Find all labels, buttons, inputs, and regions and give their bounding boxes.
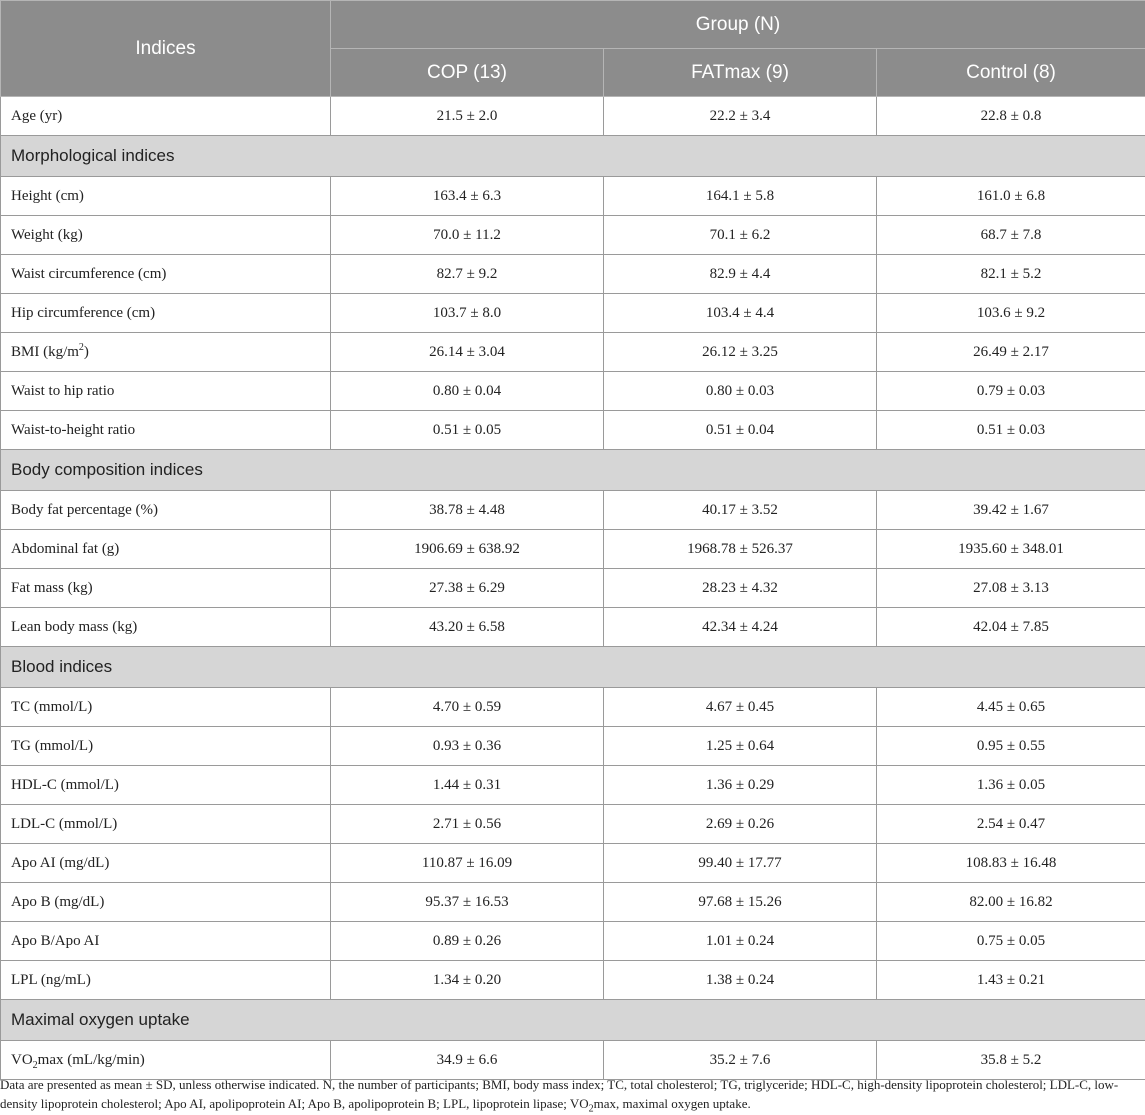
row-label: Waist circumference (cm) (1, 255, 331, 294)
cell-control: 0.51 ± 0.03 (877, 411, 1145, 450)
cell-cop: 0.80 ± 0.04 (331, 372, 604, 411)
row-label (1, 333, 331, 372)
superscript: 2 (78, 341, 84, 353)
cell-cop: 0.93 ± 0.36 (331, 727, 604, 766)
cell-cop: 1.34 ± 0.20 (331, 961, 604, 1000)
cell-cop: 43.20 ± 6.58 (331, 608, 604, 647)
row-label (1, 1041, 331, 1080)
cell-fatmax: 28.23 ± 4.32 (604, 569, 877, 608)
cell-control: 27.08 ± 3.13 (877, 569, 1145, 608)
section-header (1, 1000, 1145, 1041)
cell-cop: 0.51 ± 0.05 (331, 411, 604, 450)
cell-fatmax: 26.12 ± 3.25 (604, 333, 877, 372)
cell-fatmax: 4.67 ± 0.45 (604, 688, 877, 727)
cell-control: 2.54 ± 0.47 (877, 805, 1145, 844)
footnote-text: Data are presented as mean ± SD, unless otherwise indicated. N, the number of participants; BMI, body mass index; TC, total cholesterol; TG, triglyceride; HDL-C, high-density lipoprotein cholesterol; LDL-C, low-density lipoprotein cholesterol; Apo AI, apolipoprotein AI; Apo B, apolipoprotein B; LPL, lipoprotein lipase; VO (0, 1077, 1119, 1111)
col-header-control: Control (8) (877, 49, 1145, 97)
cell-fatmax: 1968.78 ± 526.37 (604, 530, 877, 569)
cell-control: 161.0 ± 6.8 (877, 177, 1145, 216)
row-label: Apo AI (mg/dL) (1, 844, 331, 883)
group-header: Group (N) (331, 1, 1145, 49)
cell-fatmax: 82.9 ± 4.4 (604, 255, 877, 294)
table-row (1, 766, 1145, 805)
cell-cop: 26.14 ± 3.04 (331, 333, 604, 372)
row-label: LPL (ng/mL) (1, 961, 331, 1000)
cell-control: 4.45 ± 0.65 (877, 688, 1145, 727)
cell-cop: 163.4 ± 6.3 (331, 177, 604, 216)
row-label: LDL-C (mmol/L) (1, 805, 331, 844)
cell-control: 103.6 ± 9.2 (877, 294, 1145, 333)
row-label: Fat mass (kg) (1, 569, 331, 608)
section-header (1, 647, 1145, 688)
cell-fatmax: 97.68 ± 15.26 (604, 883, 877, 922)
table-row (1, 411, 1145, 450)
section-header (1, 450, 1145, 491)
cell-cop: 38.78 ± 4.48 (331, 491, 604, 530)
cell-fatmax: 35.2 ± 7.6 (604, 1041, 877, 1080)
cell-control: 82.1 ± 5.2 (877, 255, 1145, 294)
table-row (1, 333, 1145, 372)
cell-fatmax: 0.80 ± 0.03 (604, 372, 877, 411)
cell-control: 42.04 ± 7.85 (877, 608, 1145, 647)
cell-control: 0.95 ± 0.55 (877, 727, 1145, 766)
cell-fatmax: 99.40 ± 17.77 (604, 844, 877, 883)
cell-control: 1935.60 ± 348.01 (877, 530, 1145, 569)
cell-control: 26.49 ± 2.17 (877, 333, 1145, 372)
cell-control: 108.83 ± 16.48 (877, 844, 1145, 883)
section-title: Morphological indices (1, 136, 1145, 177)
cell-cop: 4.70 ± 0.59 (331, 688, 604, 727)
table-row (1, 530, 1145, 569)
footnote-text: max, maximal oxygen uptake. (593, 1096, 751, 1111)
cell-control: 1.43 ± 0.21 (877, 961, 1145, 1000)
table-row (1, 883, 1145, 922)
table-row (1, 961, 1145, 1000)
row-label: TC (mmol/L) (1, 688, 331, 727)
cell-fatmax: 164.1 ± 5.8 (604, 177, 877, 216)
cell-control: 22.8 ± 0.8 (877, 97, 1145, 136)
row-label-text: VO (11, 1051, 33, 1068)
cell-cop: 1906.69 ± 638.92 (331, 530, 604, 569)
table-row (1, 805, 1145, 844)
table-row (1, 922, 1145, 961)
cell-cop: 27.38 ± 6.29 (331, 569, 604, 608)
cell-control: 82.00 ± 16.82 (877, 883, 1145, 922)
table-row (1, 255, 1145, 294)
indices-header: Indices (1, 1, 331, 97)
table-row (1, 569, 1145, 608)
cell-cop: 70.0 ± 11.2 (331, 216, 604, 255)
cell-fatmax: 42.34 ± 4.24 (604, 608, 877, 647)
table-row (1, 727, 1145, 766)
table-footnote (0, 1075, 1140, 1113)
row-label: Apo B (mg/dL) (1, 883, 331, 922)
section-title: Body composition indices (1, 450, 1145, 491)
row-label-text: max (mL/kg/min) (37, 1051, 145, 1068)
section-header (1, 136, 1145, 177)
cell-control: 35.8 ± 5.2 (877, 1041, 1145, 1080)
col-header-fatmax: FATmax (9) (604, 49, 877, 97)
row-label: TG (mmol/L) (1, 727, 331, 766)
cell-cop: 82.7 ± 9.2 (331, 255, 604, 294)
table-row (1, 1041, 1145, 1080)
table-row (1, 294, 1145, 333)
row-label: Waist-to-height ratio (1, 411, 331, 450)
table-row (1, 177, 1145, 216)
row-label: Hip circumference (cm) (1, 294, 331, 333)
section-title: Maximal oxygen uptake (1, 1000, 1145, 1041)
cell-control: 0.79 ± 0.03 (877, 372, 1145, 411)
subscript: 2 (32, 1059, 38, 1071)
row-label-text: BMI (kg/m (11, 343, 79, 360)
cell-fatmax: 1.01 ± 0.24 (604, 922, 877, 961)
cell-cop: 2.71 ± 0.56 (331, 805, 604, 844)
row-label: Abdominal fat (g) (1, 530, 331, 569)
cell-cop: 103.7 ± 8.0 (331, 294, 604, 333)
table-row (1, 491, 1145, 530)
row-label-text: ) (83, 343, 89, 360)
row-label: Weight (kg) (1, 216, 331, 255)
col-header-cop: COP (13) (331, 49, 604, 97)
row-label: Waist to hip ratio (1, 372, 331, 411)
row-label: Lean body mass (kg) (1, 608, 331, 647)
cell-fatmax: 2.69 ± 0.26 (604, 805, 877, 844)
cell-cop: 0.89 ± 0.26 (331, 922, 604, 961)
cell-control: 1.36 ± 0.05 (877, 766, 1145, 805)
table-row (1, 844, 1145, 883)
cell-fatmax: 1.25 ± 0.64 (604, 727, 877, 766)
cell-fatmax: 1.38 ± 0.24 (604, 961, 877, 1000)
row-label: Height (cm) (1, 177, 331, 216)
cell-control: 68.7 ± 7.8 (877, 216, 1145, 255)
table-row (1, 216, 1145, 255)
cell-fatmax: 1.36 ± 0.29 (604, 766, 877, 805)
row-label: Body fat percentage (%) (1, 491, 331, 530)
section-title: Blood indices (1, 647, 1145, 688)
cell-cop: 110.87 ± 16.09 (331, 844, 604, 883)
row-label: Apo B/Apo AI (1, 922, 331, 961)
subscript: 2 (588, 1103, 594, 1115)
cell-fatmax: 40.17 ± 3.52 (604, 491, 877, 530)
cell-cop: 21.5 ± 2.0 (331, 97, 604, 136)
cell-fatmax: 0.51 ± 0.04 (604, 411, 877, 450)
cell-fatmax: 70.1 ± 6.2 (604, 216, 877, 255)
cell-cop: 1.44 ± 0.31 (331, 766, 604, 805)
table-row (1, 608, 1145, 647)
table-row (1, 372, 1145, 411)
row-label: HDL-C (mmol/L) (1, 766, 331, 805)
cell-fatmax: 22.2 ± 3.4 (604, 97, 877, 136)
cell-cop: 34.9 ± 6.6 (331, 1041, 604, 1080)
cell-fatmax: 103.4 ± 4.4 (604, 294, 877, 333)
cell-control: 39.42 ± 1.67 (877, 491, 1145, 530)
cell-cop: 95.37 ± 16.53 (331, 883, 604, 922)
row-label: Age (yr) (1, 97, 331, 136)
table-row (1, 688, 1145, 727)
cell-control: 0.75 ± 0.05 (877, 922, 1145, 961)
table-row (1, 97, 1145, 136)
